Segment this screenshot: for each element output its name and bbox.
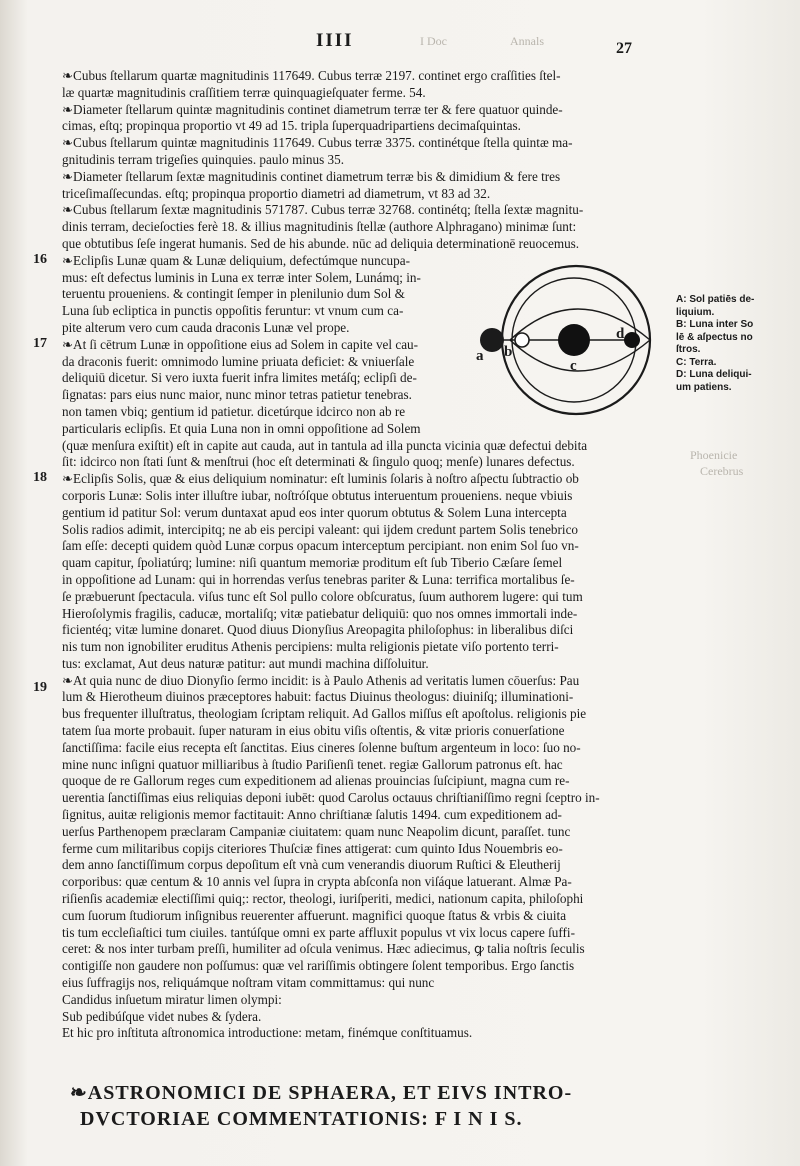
legend-line: A: Sol patiēs de-	[676, 294, 755, 305]
diagram-label-c: c	[570, 358, 577, 374]
text-line: pite alterum vero cum cauda draconis Lunæ vel prope.	[62, 319, 350, 335]
bleed-through-text: Cerebrus	[700, 464, 744, 478]
text-line: tis tum eccleſiaſtici tum ciuiles. tantúſque omni ex parte affluxit populus vt vix locus capere ſuffi-	[62, 924, 575, 940]
text-line: gentium id patitur Sol: verum duntaxat apud eos inter quorum obtutus & Solem Luna intercepta	[62, 504, 567, 520]
legend-line: lē & aſpectus no	[676, 331, 753, 343]
moon-between-body	[515, 333, 529, 347]
eclipse-diagram-figure	[470, 258, 682, 428]
text-line: ceret: & nos inter turbam preſſi, humiliter ad oſcula venimus. Hæc adiecimus, ꝙ talia noſtris ſeculis	[62, 941, 585, 957]
text-line: ferme cum militaribus copijs citeriores Thuſciæ fines attigerat: cum quinto Idus Nouembris eo-	[62, 840, 563, 856]
text-line: corporibus: quæ centum & 10 annis vel ſupra in crypta abſconſa non viſáque latuerant. Almæ Pa-	[62, 874, 572, 890]
text-line: ❧Diameter ſtellarum quintæ magnitudinis continet diametrum terræ ter & fere quatuor quinde-	[62, 101, 563, 117]
diagram-label-b: b	[504, 344, 513, 360]
eclipsed-moon-body	[624, 332, 640, 348]
legend-line: liquium.	[676, 306, 715, 318]
diagram-label-d: d	[616, 326, 625, 342]
text-line: nis tum non ignobiliter eruditus Athenis percipiens: multa religionis pietate viſo portento terri-	[62, 639, 559, 655]
text-line: triceſimaſſecundas. eſtq; propinqua proportio diametri ad diametrum, vt 83 ad 32.	[62, 185, 491, 201]
main-text	[62, 68, 662, 1059]
text-line: ❧Cubus ſtellarum ſextæ magnitudinis 571787. Cubus terræ 32768. continétq; ſtella ſextæ magnitu-	[62, 202, 584, 218]
text-line: corporis Lunæ: Solis inter illuſtre iubar, noſtróſque obtutus interuentum proueniens. neque vbiuis	[62, 487, 573, 503]
text-line: Candidus inſuetum miratur limen olympi:	[62, 991, 282, 1007]
text-line: mus: eſt defectus luminis in Luna ex terræ inter Solem, Lunámq; in-	[62, 269, 421, 285]
text-line: Hieroſolymis fragilis, caducæ, mortaliſq; vitæ patiebatur deliquiū: quo nos omnes immortali inde-	[62, 605, 578, 621]
legend-line: ſtros.	[676, 344, 701, 355]
text-line: ❧Eclipſis Solis, quæ & eius deliquium nominatur: eſt luminis ſolaris à noſtro aſpectu ſubtractio ob	[62, 471, 579, 487]
eclipse-diagram	[470, 258, 682, 428]
text-line: Luna ſub ecliptica in punctis oppoſitis feruntur: vt vnum cum ca-	[62, 303, 404, 319]
text-line: ❧Eclipſis Lunæ quam & Lunæ deliquium, defectúmque nuncupa-	[62, 252, 410, 268]
text-line: Sub pedibúſque videt nubes & ſydera.	[62, 1008, 262, 1024]
text-line: Et hic pro inſtituta aſtronomica introductione: metam, finémque conſtituamus.	[62, 1025, 473, 1041]
text-line: quam capitur, ſpoliatúrq; lumine: niſi quantum memoriæ proditum eſt ſub Tiberio Cæſare ſemel	[62, 555, 563, 571]
text-line: teruentu proueniens. & contingit ſemper in plenilunio dum Sol &	[62, 286, 405, 302]
text-line: lum & Hierotheum diuinos præceptores habuit: factus Diuinus theologus: diuiniſq; illuminationi-	[62, 689, 574, 705]
legend-line: D: Luna deliqui-	[676, 369, 752, 380]
text-line: cum ſuorum ſtudiorum inſignibus reuerenter affuerunt. magnifici quoque ſtatus & vrbis & ciuita	[62, 907, 567, 923]
page-signature: IIII	[316, 30, 354, 51]
text-line: ſe præbuerunt ſpectacula. viſus tunc eſt Sol pullo colore obſcuratus, ſuum authorem lugere: qui tum	[62, 588, 583, 604]
section-number: 19	[33, 680, 47, 695]
text-line: uerentia ſanctiſſimas eius reliquias deponi iubēt: quod Carolus octauus chriſtianiſſimo regni ſceptro in-	[62, 790, 600, 806]
text-line: læ quartæ magnitudinis craſſitiem terræ quinquagieſquater ferme. 54.	[62, 84, 426, 100]
text-line: (quæ menſura exiſtit) eſt in capite aut cauda, aut in tantula ad illa puncta vicinia quæ defectui debita	[62, 437, 588, 453]
text-line: Solis radios adimit, intercipitq; ne ab eis percipi valeant: qui ijdem credunt partem Solis tenebrico	[62, 521, 579, 537]
text-line: ❧At quia nunc de diuo Dionyſio ſermo incidit: is à Paulo Athenis ad veritatis lumen cōuerſus: Pau	[62, 672, 580, 688]
text-line: ❧Cubus ſtellarum quartæ magnitudinis 117649. Cubus terræ 2197. continet ergo craſſities ſtel-	[62, 68, 561, 83]
text-line: mine nunc inſigni quatuor milliaribus à ſtudio Pariſienſi tenet. regiæ Gallorum patronus eſt. hac	[62, 756, 563, 772]
earth-body	[558, 324, 590, 356]
colophon	[70, 1080, 690, 1132]
text-line: quoque de re Gallorum reges cum expeditionem ad alienas prouincias ſuſcipiunt, magna cum re-	[62, 773, 570, 789]
colophon-line: DVCTORIAE COMMENTATIONIS: F I N I S.	[80, 1108, 523, 1130]
text-line: tatem ſua morte probauit. ſuper naturam in eius obitu viſis oſtentis, & vitæ prioris conuerſatione	[62, 723, 565, 739]
text-line: non tamen vbiq; gentium id patietur. dicetúrque idcirco non ab re	[62, 403, 406, 419]
text-line: uerſus Parthenopem præclaram Campaniæ ciuitatem: quam nunc Neapolim dicunt, paraſſet. tunc	[62, 823, 571, 839]
text-line: ❧Diameter ſtellarum ſextæ magnitudinis continet diametrum terræ bis & dimidium & fere tres	[62, 168, 561, 184]
text-line: dem anno ſanctiſſimum corpus depoſitum eſt vnà cum venerandis diuorum Ruſtici & Eleutherij	[62, 857, 561, 873]
section-number: 18	[33, 470, 47, 485]
text-line: deliquiū dicetur. Si vero iuxta fuerit infra limites metáſq; eclipſi de-	[62, 370, 417, 386]
bleed-through-text: Annals	[510, 34, 544, 48]
colophon-line: ❧ASTRONOMICI DE SPHAERA, ET EIVS INTRO-	[70, 1082, 573, 1104]
bleed-through-text: Phoenicie	[690, 448, 738, 462]
text-line: eius ſuffragijs nos, reliquámque noſtram vitam committamus: qui nunc	[62, 975, 435, 991]
text-line: in oppoſitione ad Lunam: qui in horrendas verſus tenebras pariter & Luna: terrifica mortalibus ſe-	[62, 571, 575, 587]
text-line: ficientéq; vitæ lumine donaret. Quod diuus Dionyſius Areopagita philoſophus: in liberalibus diſci	[62, 622, 574, 638]
text-line: ſanctiſſima: facile eius recepta eſt ſanctitas. Eius cineres ſolenne buſtum argenteum in loco: ſuo no-	[62, 739, 581, 755]
legend-line: C: Terra.	[676, 356, 717, 368]
text-line: ſignatas: pars eius nunc maior, nunc minor tetras patietur tenebras.	[62, 387, 412, 403]
text-line: ❧At ſi cētrum Lunæ in oppoſitione eius ad Solem in capite vel cau-	[62, 336, 419, 352]
page-number: 27	[616, 40, 632, 57]
section-number: 17	[33, 336, 47, 351]
text-line: que obtutibus ſeſe ingerat humanis. Sed de his abunde. nūc ad deliquia determinationē reuocemus.	[62, 235, 580, 251]
diagram-label-a: a	[476, 348, 484, 364]
text-line: ❧Cubus ſtellarum quintæ magnitudinis 117649. Cubus terræ 3375. continétque ſtella quintæ ma-	[62, 135, 573, 151]
text-line: da draconis fuerit: omnimodo lumine priuata deficiet: & vniuerſale	[62, 353, 415, 369]
text-line: gnitudinis terram trigeſies quinquies. paulo minus 35.	[62, 151, 345, 167]
text-line: dinis terram, decieſocties ferè 18. & illius magnitudinis ſtellæ (authore Alphragano) minimæ ſunt:	[62, 219, 577, 235]
text-line: ſit: idcirco non ſtati ſunt & menſtrui (hoc eſt determinati & ſingulo quoq; menſe) lunares defectus.	[62, 454, 575, 470]
text-line	[62, 1042, 662, 1059]
bleed-through-text: I Doc	[420, 34, 447, 48]
diagram-legend	[676, 294, 796, 394]
legend-line: um patiens.	[676, 381, 732, 393]
text-line: ſam eſſe: decepti quidem quòd Lunæ corpus opacum interceptum percipiant. non enim Sol ſuo vn-	[62, 538, 579, 554]
text-line: particularis eclipſis. Et quia Luna non in omni oppoſitione ad Solem	[62, 420, 421, 436]
text-line: bus frequenter illuſtratus, theologiam ſcriptam reliquit. Ad Gallos miſſus eſt apoſtolus. religionis pie	[62, 706, 587, 722]
text-line: tus: exclamat, Aut deus naturæ patitur: aut mundi machina diſſoluitur.	[62, 655, 429, 671]
text-line: cimas, eſtq; propinqua proportio vt 49 ad 15. tripla ſuperquadripartiens decimaſquintas.	[62, 118, 521, 134]
legend-line: B: Luna inter So	[676, 319, 754, 330]
text-line: contigiſſe non gaudere non poſſumus: quæ vel rariſſimis obtingere ſolent temporibus. Ergo ſanctis	[62, 958, 575, 974]
text-line: ſignitus, auitæ religionis memor factitauit: Anno chriſtianæ ſalutis 1494. cum expeditionem ad-	[62, 807, 562, 823]
text-line: riſienſis academiæ electiſſimi quiq;: rector, theologi, iuriſperiti, medici, nationum capita, philoſophi	[62, 891, 584, 907]
section-number: 16	[33, 252, 47, 267]
